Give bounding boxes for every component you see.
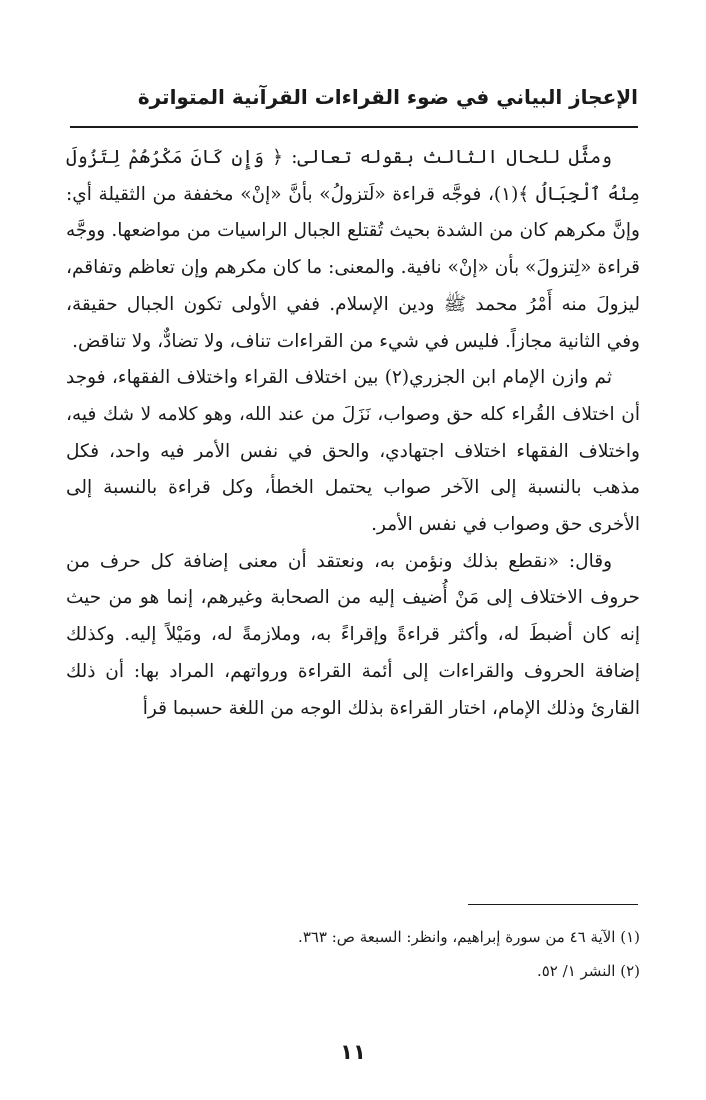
footnote-2: (٢) النشر ١/ ٥٢. xyxy=(536,962,640,980)
footnotes xyxy=(66,920,640,988)
paragraph-3: وقال: «نقطع بذلك ونؤمن به، ونعتقد أن معنى إضافة كل حرف من حروف الاختلاف إلى مَنْ أُضيف إليه من الصحابة وغيرهم، إنما هو من حيث إنه كان أضبطَ له، وأكثر قراءةً وإقراءً به، وملازمةً له، ومَيْلاً إليه. وكذلك إضافة الحروف والقراءات إلى أئمة القراءة ورواتهم، المراد بها: أن ذلك القارئ وذلك الإمام، اختار القراءة بذلك الوجه من اللغة حسبما قرأ xyxy=(66,550,640,719)
body-text xyxy=(66,140,640,727)
footnote-1: (١) الآية ٤٦ من سورة إبراهيم، وانظر: السبعة ص: ٣٦٣. xyxy=(298,928,640,946)
page-number: ١١ xyxy=(340,1040,366,1064)
running-header: الإعجاز البياني في ضوء القراءات القرآنية المتواترة xyxy=(137,85,638,109)
footnote-rule xyxy=(468,904,638,905)
header-rule xyxy=(70,126,638,128)
paragraph-2: ثم وازن الإمام ابن الجزري(٢) بين اختلاف القراء واختلاف الفقهاء، فوجد أن اختلاف القُراء كله حق وصواب، نَزَلَ من عند الله، وهو كلامه لا شك فيه، واختلاف الفقهاء اختلاف اجتهادي، والحق في نفس الأمر فيه واحد، فكل مذهب بالنسبة إلى الآخر صواب يحتمل الخطأ، وكل قراءة بالنسبة إلى الأخرى حق وصواب في نفس الأمر. xyxy=(66,367,640,536)
paragraph-1: ومثَّل للحال الثالث بقوله تعالى: ﴿ وَإِن كَانَ مَكْرُهُمْ لِتَزُولَ مِنْهُ ٱلْجِبَالُ ﴾(١)، فوجَّه قراءة «لَتزولُ» بأنَّ «إنْ» مخففة من الثقيلة أي: وإنَّ مكرهم كان من الشدة بحيث تُقتلع الجبال الراسيات من مواضعها. ووجَّه قراءة «لِتزولَ» بأن «إنْ» نافية. والمعنى: ما كان مكرهم وإن تعاظم وتفاقم، ليزولَ منه أَمْرُ محمد ﷺ ودين الإسلام. ففي الأولى تكون الجبال حقيقة، وفي الثانية مجازاً. فليس في شيء من القراءات تناف، ولا تضادٌّ، ولا تناقض. xyxy=(66,147,640,352)
